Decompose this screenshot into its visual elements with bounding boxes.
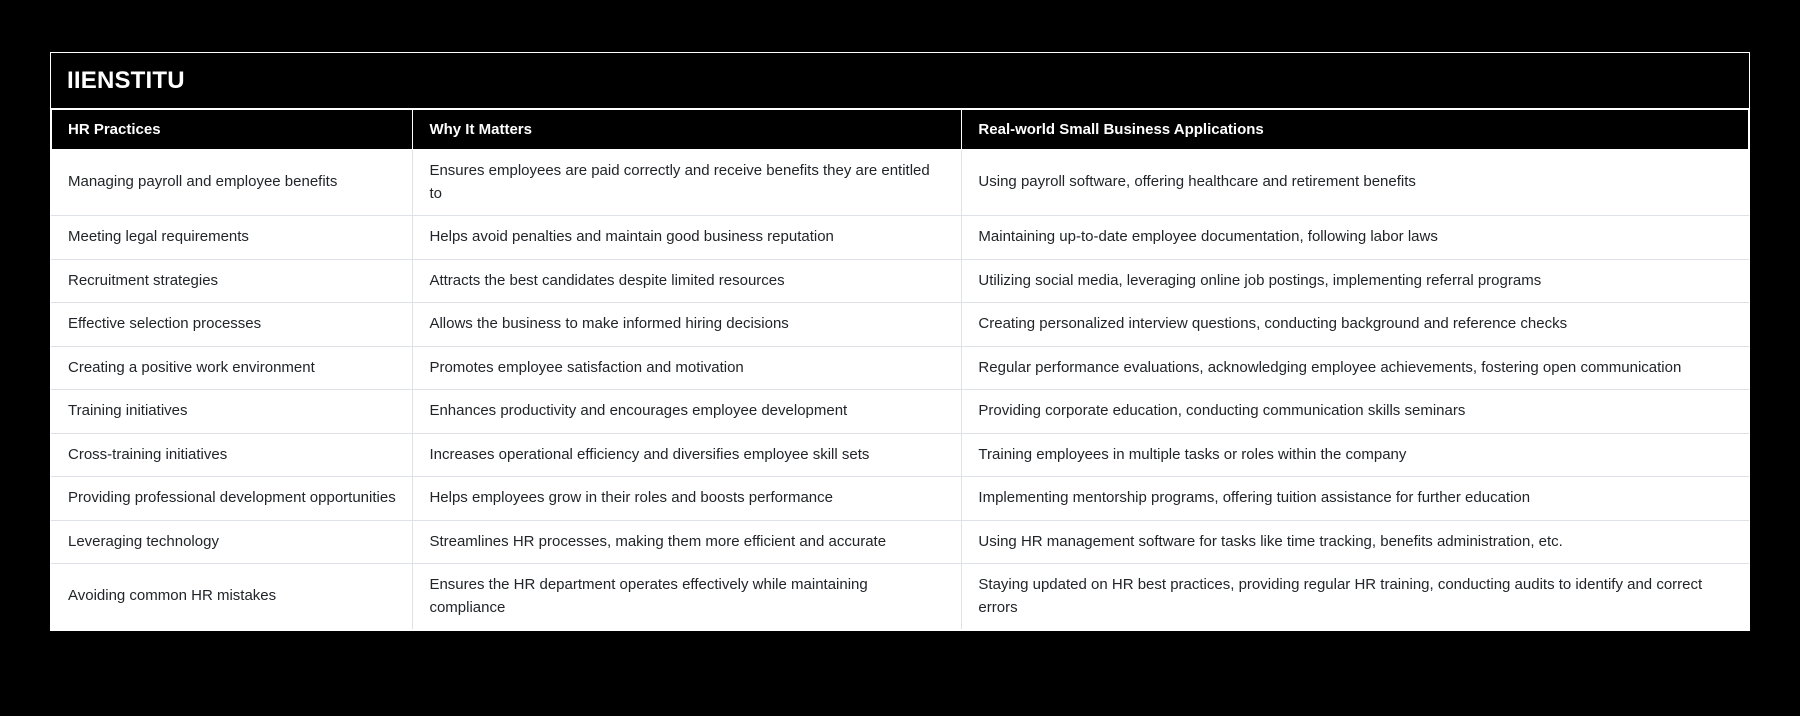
table-row [52, 520, 1749, 564]
column-header: Why It Matters [413, 110, 962, 150]
table-row [52, 216, 1749, 260]
table-cell: Leveraging technology [52, 520, 413, 564]
table-row [52, 303, 1749, 347]
table-cell: Recruitment strategies [52, 259, 413, 303]
column-header: HR Practices [52, 110, 413, 150]
table-row [52, 259, 1749, 303]
table-cell: Ensures employees are paid correctly and receive benefits they are entitled to [413, 150, 962, 216]
table-cell: Implementing mentorship programs, offering tuition assistance for further education [962, 477, 1749, 521]
table-row [52, 564, 1749, 630]
table-cell: Creating a positive work environment [52, 346, 413, 390]
table-header-row [52, 110, 1749, 150]
table-cell: Creating personalized interview questions, conducting background and reference checks [962, 303, 1749, 347]
table-row [52, 150, 1749, 216]
table-cell: Helps avoid penalties and maintain good business reputation [413, 216, 962, 260]
table-body [52, 150, 1749, 630]
hr-practices-table [51, 109, 1749, 630]
column-header: Real-world Small Business Applications [962, 110, 1749, 150]
table-cell: Helps employees grow in their roles and boosts performance [413, 477, 962, 521]
table-card [50, 52, 1750, 631]
table-row [52, 390, 1749, 434]
table-row [52, 433, 1749, 477]
table-cell: Training initiatives [52, 390, 413, 434]
table-cell: Cross-training initiatives [52, 433, 413, 477]
table-cell: Increases operational efficiency and diversifies employee skill sets [413, 433, 962, 477]
table-cell: Training employees in multiple tasks or roles within the company [962, 433, 1749, 477]
table-cell: Managing payroll and employee benefits [52, 150, 413, 216]
table-cell: Streamlines HR processes, making them more efficient and accurate [413, 520, 962, 564]
table-cell: Using HR management software for tasks like time tracking, benefits administration, etc. [962, 520, 1749, 564]
table-cell: Providing professional development opportunities [52, 477, 413, 521]
table-cell: Effective selection processes [52, 303, 413, 347]
table-cell: Providing corporate education, conducting communication skills seminars [962, 390, 1749, 434]
table-cell: Maintaining up-to-date employee documentation, following labor laws [962, 216, 1749, 260]
table-cell: Allows the business to make informed hiring decisions [413, 303, 962, 347]
table-cell: Regular performance evaluations, acknowledging employee achievements, fostering open communication [962, 346, 1749, 390]
table-cell: Attracts the best candidates despite limited resources [413, 259, 962, 303]
table-cell: Promotes employee satisfaction and motivation [413, 346, 962, 390]
table-cell: Enhances productivity and encourages employee development [413, 390, 962, 434]
table-cell: Utilizing social media, leveraging online job postings, implementing referral programs [962, 259, 1749, 303]
table-title: IIENSTITU [51, 53, 1749, 109]
table-cell: Avoiding common HR mistakes [52, 564, 413, 630]
table-row [52, 477, 1749, 521]
table-cell: Using payroll software, offering healthcare and retirement benefits [962, 150, 1749, 216]
table-cell: Meeting legal requirements [52, 216, 413, 260]
table-row [52, 346, 1749, 390]
table-cell: Ensures the HR department operates effectively while maintaining compliance [413, 564, 962, 630]
table-cell: Staying updated on HR best practices, providing regular HR training, conducting audits to identify and correct errors [962, 564, 1749, 630]
